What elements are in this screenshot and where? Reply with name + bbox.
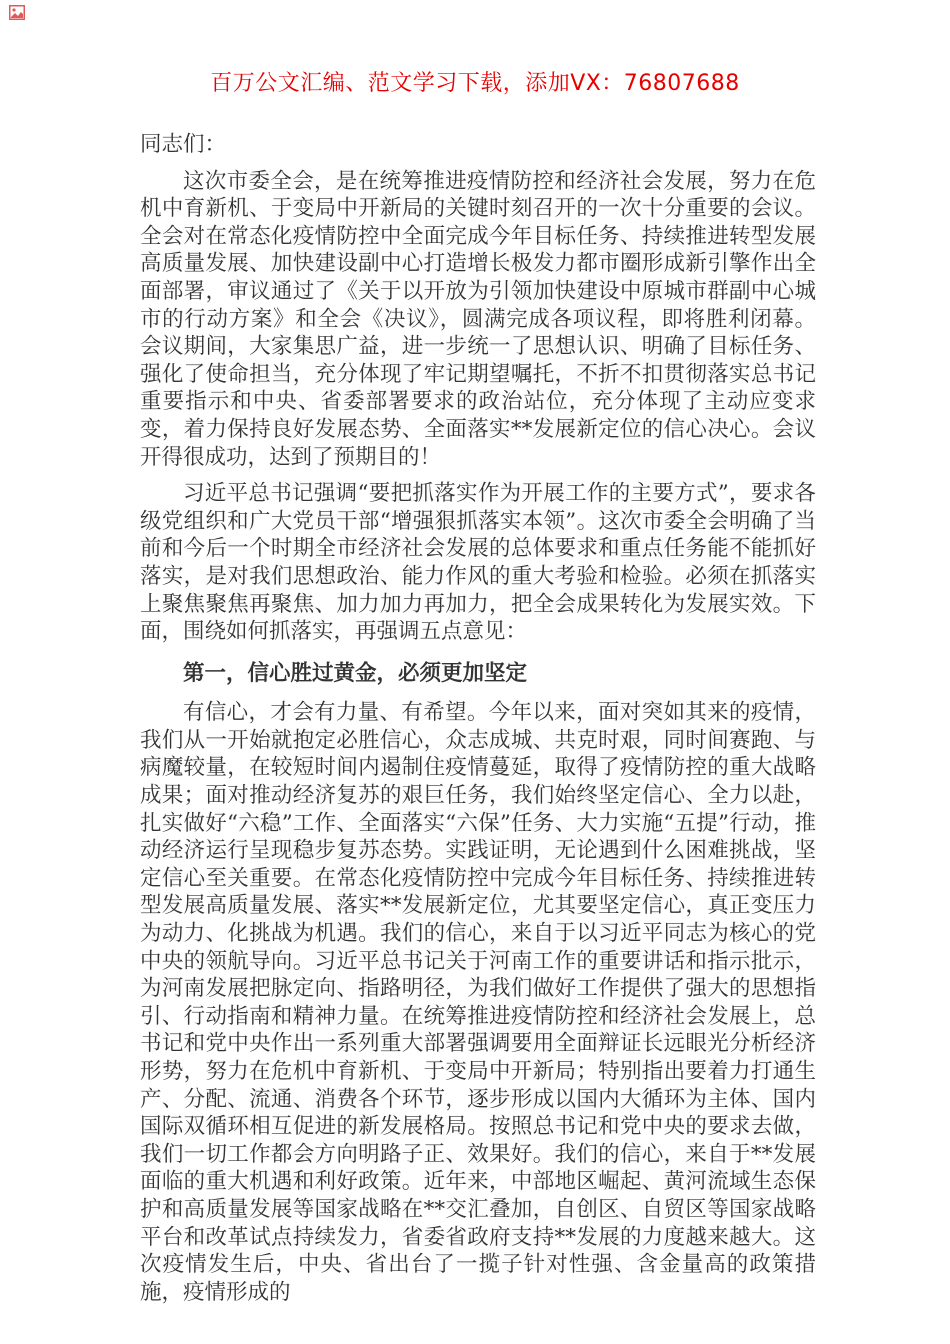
paragraph-3: 有信心，才会有力量、有希望。今年以来，面对突如其来的疫情，我们从一开始就抱定必胜信心，众志成城、共克时艰，同时间赛跑、与病魔较量，在较短时间内遏制住疫情蔓延，取得了疫情防控的重大战略成果；面对推动经济复苏的艰巨任务，我们始终坚定信心、全力以赴，扎实做好“六稳”工作、全面落实“六保”任务、大力实施“五提”行动，推动经济运行呈现稳步复苏态势。实践证明，无论遇到什么困难挑战，坚定信心至关重要。在常态化疫情防控中完成今年目标任务、持续推进转型发展高质量发展、落实**发展新定位，尤其要坚定信心，真正变压力为动力、化挑战为机遇。我们的信心，来自于以习近平同志为核心的党中央的领航导向。习近平总书记关于河南工作的重要讲话和指示批示，为河南发展把脉定向、指路明径，为我们做好工作提供了强大的思想指引、行动指南和精神力量。在统筹推进疫情防控和经济社会发展上，总书记和党中央作出一系列重大部署强调要用全面辩证长远眼光分析经济形势，努力在危机中育新机、于变局中开新局；特别指出要着力打通生产、分配、流通、消费各个环节，逐步形成以国内大循环为主体、国内国际双循环相互促进的新发展格局。按照总书记和党中央的要求去做，我们一切工作都会方向明路子正、效果好。我们的信心，来自于**发展面临的重大机遇和利好政策。近年来，中部地区崛起、黄河流域生态保护和高质量发展等国家战略在**交汇叠加，自创区、自贸区等国家战略平台和改革试点持续发力，省委省政府支持**发展的力度越来越大。这次疫情发生后，中央、省出台了一揽子针对性强、含金量高的政策措施，疫情形成的 [140,700,816,1305]
promo-header [0,69,950,99]
document-body [140,131,816,1306]
paragraph-2: 习近平总书记强调“要把抓落实作为开展工作的主要方式”，要求各级党组织和广大党员干部“增强狠抓落实本领”。这次市委全会明确了当前和今后一个时期全市经济社会发展的总体要求和重点任务能不能抓好落实，是对我们思想政治、能力作风的重大考验和检验。必须在抓落实上聚焦聚焦再聚焦、加力加力再加力，把全会成果转化为发展实效。下面，围绕如何抓落实，再强调五点意见： [140,481,816,645]
promo-text: 百万公文汇编、范文学习下载，添加VX：76807688 [210,71,740,96]
salutation: 同志们： [140,132,227,157]
section-heading-1: 第一，信心胜过黄金，必须更加坚定 [183,660,528,686]
paragraph-1: 这次市委全会，是在统筹推进疫情防控和经济社会发展，努力在危机中育新机、于变局中开新局的关键时刻召开的一次十分重要的会议。全会对在常态化疫情防控中全面完成今年目标任务、持续推进转型发展高质量发展、加快建设副中心打造增长极发力都市圈形成新引擎作出全面部署，审议通过了《关于以开放为引领加快建设中原城市群副中心城市的行动方案》和全会《决议》，圆满完成各项议程，即将胜利闭幕。会议期间，大家集思广益，进一步统一了思想认识、明确了目标任务、强化了使命担当，充分体现了牢记期望嘱托，不折不扣贯彻落实总书记重要指示和中央、省委部署要求的政治站位，充分体现了主动应变求变，着力保持良好发展态势、全面落实**发展新定位的信心决心。会议开得很成功，达到了预期目的！ [140,168,816,470]
broken-image-icon [9,5,25,20]
